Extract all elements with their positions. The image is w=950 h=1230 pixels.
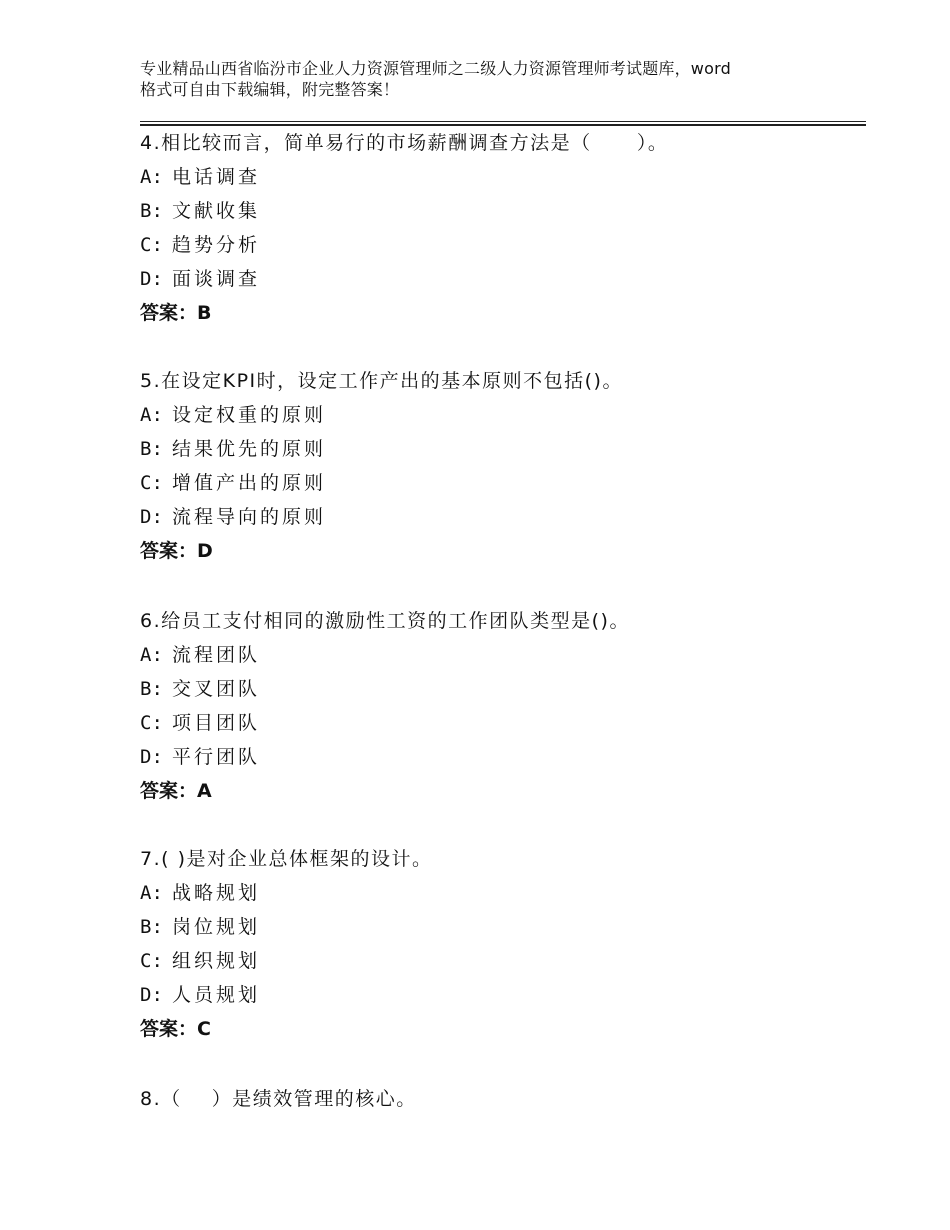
option-letter: C:	[140, 234, 163, 256]
option-text: 项目团队	[171, 712, 260, 734]
option-text: 战略规划	[171, 882, 260, 904]
question-5	[140, 364, 866, 568]
option-letter: A:	[140, 404, 163, 426]
option-a	[140, 160, 866, 194]
header-line-2: 格式可自由下载编辑，附完整答案！	[140, 80, 400, 99]
header-divider-thin	[140, 121, 866, 122]
option-b	[140, 194, 866, 228]
option-letter: B:	[140, 438, 163, 460]
answer-label: 答案：D	[140, 540, 213, 562]
option-a	[140, 876, 866, 910]
option-d	[140, 740, 866, 774]
option-letter: C:	[140, 950, 163, 972]
option-d	[140, 262, 866, 296]
option-letter: A:	[140, 644, 163, 666]
question-text: 6.给员工支付相同的激励性工资的工作团队类型是()。	[140, 610, 630, 632]
option-text: 人员规划	[171, 984, 260, 1006]
option-letter: D:	[140, 506, 163, 528]
option-a	[140, 638, 866, 672]
answer-label: 答案：C	[140, 1018, 211, 1040]
option-text: 趋势分析	[171, 234, 260, 256]
question-text: 4.相比较而言，简单易行的市场薪酬调查方法是（ ）。	[140, 132, 669, 154]
option-text: 电话调查	[171, 166, 260, 188]
option-letter: B:	[140, 200, 163, 222]
question-7	[140, 842, 866, 1046]
option-b	[140, 432, 866, 466]
option-letter: D:	[140, 984, 163, 1006]
option-c	[140, 228, 866, 262]
option-text: 组织规划	[171, 950, 260, 972]
option-c	[140, 466, 866, 500]
option-letter: B:	[140, 678, 163, 700]
option-b	[140, 910, 866, 944]
option-text: 增值产出的原则	[171, 472, 326, 494]
option-text: 交叉团队	[171, 678, 260, 700]
question-6	[140, 604, 866, 808]
answer-label: 答案：A	[140, 780, 212, 802]
option-c	[140, 706, 866, 740]
option-letter: C:	[140, 472, 163, 494]
option-text: 面谈调查	[171, 268, 260, 290]
answer-label: 答案：B	[140, 302, 212, 324]
option-c	[140, 944, 866, 978]
question-text: 7.( )是对企业总体框架的设计。	[140, 848, 433, 870]
header-line-1: 专业精品山西省临汾市企业人力资源管理师之二级人力资源管理师考试题库，word	[140, 59, 731, 78]
question-text: 5.在设定KPI时，设定工作产出的基本原则不包括()。	[140, 370, 623, 392]
option-letter: A:	[140, 166, 163, 188]
question-8	[140, 1082, 866, 1116]
option-letter: A:	[140, 882, 163, 904]
option-text: 结果优先的原则	[171, 438, 326, 460]
option-a	[140, 398, 866, 432]
option-text: 流程团队	[171, 644, 260, 666]
option-text: 岗位规划	[171, 916, 260, 938]
option-b	[140, 672, 866, 706]
option-text: 文献收集	[171, 200, 260, 222]
option-d	[140, 500, 866, 534]
option-text: 流程导向的原则	[171, 506, 326, 528]
option-text: 平行团队	[171, 746, 260, 768]
option-letter: D:	[140, 746, 163, 768]
option-d	[140, 978, 866, 1012]
option-text: 设定权重的原则	[171, 404, 326, 426]
question-4	[140, 126, 866, 330]
option-letter: B:	[140, 916, 163, 938]
option-letter: D:	[140, 268, 163, 290]
option-letter: C:	[140, 712, 163, 734]
question-text: 8.（ ）是绩效管理的核心。	[140, 1088, 417, 1110]
document-header	[140, 58, 840, 100]
